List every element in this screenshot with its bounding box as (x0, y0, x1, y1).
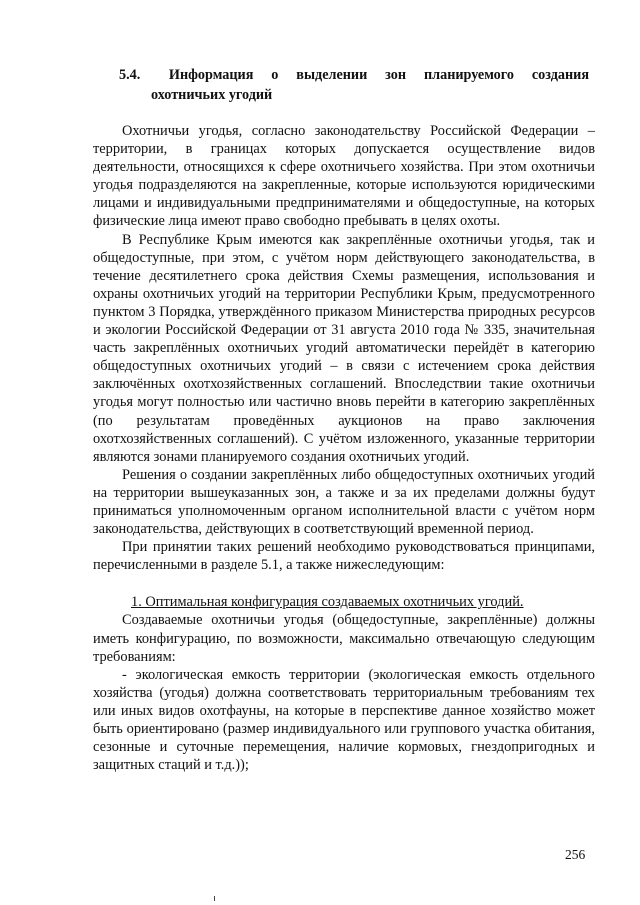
section-title-line1: Информация о выделении зон планируемого создания (168, 67, 589, 83)
section-number: 5.4. (119, 67, 141, 83)
subheading-text: 1. Оптимальная конфигурация создаваемых охотничьих угодий. (131, 594, 524, 611)
paragraph: В Республике Крым имеются как закреплённые охотничьи угодья, так и общедоступные, при этом, с учётом норм действующего законодательства, в течение десятилетнего срока действия Схемы размещения, использования и охраны охотничьих угодий на территории Республики Крым, предусмотренного пунктом 3 Порядка, утверждённого приказом Министерства природных ресурсов и экологии Российской Федерации от 31 августа 2010 года № 335, значительная часть закреплённых охотничьих угодий автоматически перейдёт в категорию общедоступных охотничьих угодий – в связи с истечением срока действия заключённых охотхозяйственных соглашений. Впоследствии такие охотничьи угодья могут полностью или частично вновь перейти в категорию закреплённых (по результатам проведённых аукционов на право заключения охотхозяйственных соглашений). С учётом изложенного, указанные территории являются зонами планируемого создания охотничьих угодий. (93, 231, 595, 465)
scan-mark (214, 896, 215, 901)
list-item: - экологическая емкость территории (экологическая емкость отдельного хозяйства (угодья) должна соответствовать территориальным требованиям тех или иных видов охотфауны, на которые в перспективе данное хозяйство может быть ориентировано (размер индивидуального или группового участка обитания, сезонные и суточные перемещения, наличие кормовых, гнездопригодных и защитных стаций и т.д.)); (93, 666, 595, 774)
subheading (93, 593, 595, 611)
section-heading (119, 66, 589, 84)
paragraph: При принятии таких решений необходимо руководствоваться принципами, перечисленными в разделе 5.1, а также нижеследующим: (93, 539, 595, 574)
section-title-line2: охотничьих угодий (151, 87, 273, 103)
paragraph: Создаваемые охотничьи угодья (общедоступные, закреплённые) должны иметь конфигурацию, по возможности, максимально отвечающую следующим требованиям: (93, 612, 595, 665)
paragraph: Охотничьи угодья, согласно законодательству Российской Федерации – территории, в границах которых допускается осуществление видов деятельности, относящихся к сфере охотничьего хозяйства. При этом охотничьи угодья подразделяются на закрепленные, которые используются юридическими лицами и индивидуальными предпринимателями и общедоступные, на которых физические лица имеют право свободно пребывать в целях охоты. (93, 123, 595, 230)
paragraph: Решения о создании закреплённых либо общедоступных охотничьих угодий на территории вышеуказанных зон, а также и за их пределами должны будут приниматься уполномоченным органом исполнительной власти с учётом норм законодательства, действующих в соответствующий временной период. (93, 466, 595, 538)
document-body (93, 122, 595, 774)
page-number: 256 (565, 847, 586, 862)
